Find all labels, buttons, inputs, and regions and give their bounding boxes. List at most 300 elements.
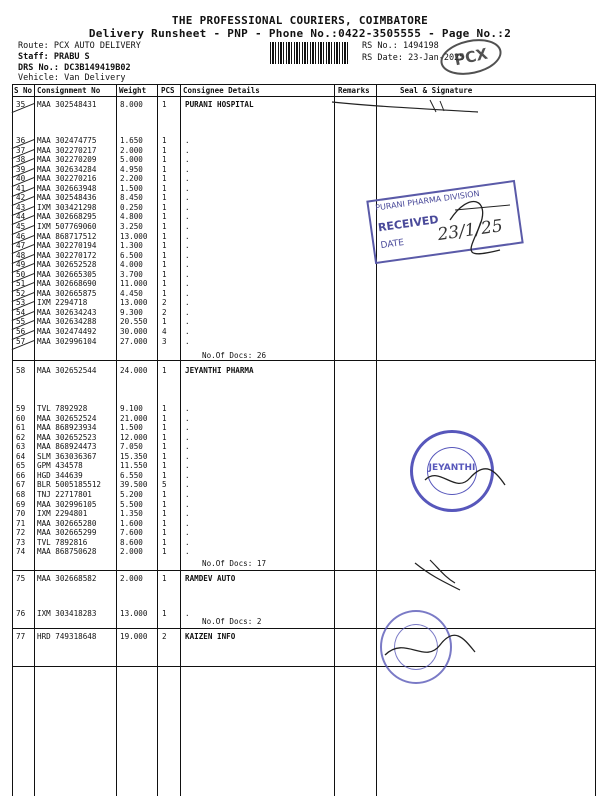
- sno-cell: 74: [16, 547, 26, 557]
- rs-date-value: 23-Jan-2025: [408, 53, 465, 63]
- rs-no-value: 1494198: [402, 41, 439, 51]
- weight-cell: 39.500: [120, 480, 148, 490]
- docs-value: 2: [256, 617, 262, 626]
- pcs-cell: 1: [162, 489, 167, 499]
- barcode: [270, 42, 350, 64]
- sno-cell: 52: [16, 288, 26, 298]
- consignee-cell: .: [185, 327, 190, 336]
- weight-cell: 5.500: [120, 499, 143, 509]
- consignee-cell: .: [185, 336, 190, 346]
- pcs-cell: 1: [162, 202, 167, 212]
- pcs-cell: 1: [162, 221, 167, 231]
- weight-cell: 9.100: [120, 404, 143, 413]
- rs-no-label: RS No.:: [362, 41, 398, 51]
- consignment-cell: MAA 302996105: [37, 499, 97, 509]
- col-header-weight: Weight: [119, 86, 147, 95]
- pcs-cell: 1: [162, 250, 167, 260]
- consignment-cell: MAA 302665299: [37, 528, 97, 538]
- rs-no-line: [362, 41, 439, 51]
- weight-cell: 3.250: [120, 221, 143, 231]
- consignment-cell: IXM 303421298: [37, 202, 97, 212]
- table-top-rule: [12, 84, 596, 85]
- table-row: [12, 519, 596, 528]
- consignee-cell: PURANI HOSPITAL: [185, 100, 254, 109]
- sno-cell: 63: [16, 442, 26, 452]
- sno-cell: 37: [16, 145, 26, 155]
- runsheet-title: THE PROFESSIONAL COURIERS, COIMBATORE: [171, 14, 429, 27]
- weight-cell: 27.000: [120, 336, 148, 346]
- consignment-cell: MAA 302996104: [37, 336, 97, 346]
- sno-cell: 45: [16, 221, 26, 231]
- consignment-cell: MAA 302652524: [37, 413, 97, 423]
- consignee-cell: RAMDEV AUTO: [185, 574, 236, 583]
- docs-value: 26: [256, 351, 267, 360]
- col-header-sno: S No: [14, 86, 33, 95]
- staff-label: Staff:: [18, 52, 49, 62]
- sno-cell: 38: [16, 155, 26, 165]
- table-row: [12, 547, 596, 556]
- group-rule: [12, 628, 596, 629]
- consignee-cell: .: [185, 489, 190, 499]
- pcs-cell: 1: [162, 193, 167, 203]
- group-rule: [12, 360, 596, 361]
- pcs-cell: 1: [162, 442, 167, 452]
- table-row: [12, 404, 596, 413]
- pcs-cell: 1: [162, 470, 167, 480]
- consignment-cell: HRD 749318648: [37, 632, 97, 641]
- consignment-cell: MAA 302665280: [37, 518, 97, 528]
- pcs-cell: 2: [162, 298, 167, 308]
- table-row: [12, 609, 596, 618]
- sno-cell: 75: [16, 574, 26, 583]
- weight-cell: 2.200: [120, 174, 143, 184]
- consignment-cell: MAA 302548431: [37, 100, 97, 109]
- table-row: [12, 165, 596, 174]
- sno-cell: 53: [16, 298, 26, 308]
- sno-cell: 76: [16, 609, 26, 618]
- weight-cell: 4.950: [120, 164, 143, 174]
- consignee-cell: .: [185, 317, 190, 327]
- weight-cell: 1.500: [120, 183, 143, 193]
- consignment-cell: IXM 303418283: [37, 609, 97, 618]
- pcs-cell: 1: [162, 155, 167, 165]
- consignee-cell: .: [185, 404, 190, 413]
- consignment-cell: MAA 302634284: [37, 164, 97, 174]
- pcs-cell: 1: [162, 241, 167, 251]
- consignment-cell: MAA 868923934: [37, 423, 97, 433]
- consignee-cell: .: [185, 499, 190, 509]
- sno-cell: 40: [16, 174, 26, 184]
- sno-cell: 68: [16, 489, 26, 499]
- sno-cell: 39: [16, 164, 26, 174]
- route-line: [18, 41, 141, 51]
- sno-cell: 47: [16, 241, 26, 251]
- weight-cell: 2.000: [120, 574, 143, 583]
- table-row: [12, 423, 596, 432]
- sno-cell: 65: [16, 461, 26, 471]
- consignee-cell: .: [185, 260, 190, 270]
- pcs-cell: 3: [162, 336, 167, 346]
- consignee-cell: .: [185, 279, 190, 289]
- consignee-cell: .: [185, 250, 190, 260]
- weight-cell: 2.000: [120, 145, 143, 155]
- consignment-cell: MAA 302270194: [37, 241, 97, 251]
- consignee-cell: .: [185, 241, 190, 251]
- consignee-cell: .: [185, 470, 190, 480]
- sno-cell: 51: [16, 279, 26, 289]
- col-header-pcs: PCS: [161, 86, 175, 95]
- consignment-cell: MAA 302270172: [37, 250, 97, 260]
- sno-cell: 72: [16, 528, 26, 538]
- docs-value: 17: [256, 559, 267, 568]
- consignee-cell: .: [185, 212, 190, 222]
- sno-cell: 67: [16, 480, 26, 490]
- pcs-cell: 1: [162, 547, 167, 557]
- pcs-cell: 1: [162, 537, 167, 547]
- consignee-cell: .: [185, 423, 190, 433]
- vehicle-value: Van Delivery: [64, 73, 126, 83]
- consignment-cell: IXM 2294718: [37, 298, 88, 308]
- docs-count: [202, 617, 261, 626]
- weight-cell: 5.000: [120, 155, 143, 165]
- weight-cell: 8.000: [120, 100, 143, 109]
- pcs-cell: 1: [162, 145, 167, 155]
- table-row: [12, 366, 596, 375]
- table-row: [12, 337, 596, 346]
- pcs-cell: 1: [162, 136, 167, 145]
- weight-cell: 6.550: [120, 470, 143, 480]
- weight-cell: 5.200: [120, 489, 143, 499]
- weight-cell: 21.000: [120, 413, 148, 423]
- sno-cell: 56: [16, 327, 26, 336]
- sno-cell: 41: [16, 183, 26, 193]
- consignee-cell: .: [185, 193, 190, 203]
- table-row: [12, 155, 596, 164]
- sno-cell: 54: [16, 307, 26, 317]
- sno-cell: 57: [16, 336, 26, 346]
- group-rule: [12, 570, 596, 571]
- consignee-cell: .: [185, 537, 190, 547]
- consignment-cell: MAA 302474492: [37, 327, 97, 336]
- pcs-cell: 1: [162, 317, 167, 327]
- consignee-cell: .: [185, 155, 190, 165]
- table-row: [12, 414, 596, 423]
- sno-cell: 55: [16, 317, 26, 327]
- sno-cell: 71: [16, 518, 26, 528]
- consignment-cell: MAA 302652528: [37, 260, 97, 270]
- pcs-cell: 1: [162, 609, 167, 618]
- sno-cell: 46: [16, 231, 26, 241]
- docs-count: [202, 351, 266, 360]
- table-row: [12, 490, 596, 499]
- table-row: [12, 251, 596, 260]
- consignment-cell: TNJ 22717801: [37, 489, 92, 499]
- table-row: [12, 308, 596, 317]
- consignee-cell: .: [185, 547, 190, 557]
- weight-cell: 1.300: [120, 241, 143, 251]
- consignment-cell: MAA 302474775: [37, 136, 97, 145]
- weight-cell: 30.000: [120, 327, 148, 336]
- pcs-cell: 5: [162, 480, 167, 490]
- consignment-cell: MAA 302634288: [37, 317, 97, 327]
- weight-cell: 15.350: [120, 451, 148, 461]
- weight-cell: 4.450: [120, 288, 143, 298]
- vehicle-label: Vehicle:: [18, 73, 59, 83]
- consignment-cell: MAA 302668295: [37, 212, 97, 222]
- consignee-cell: .: [185, 298, 190, 308]
- sno-cell: 64: [16, 451, 26, 461]
- pcs-cell: 1: [162, 509, 167, 519]
- consignee-cell: .: [185, 413, 190, 423]
- col-header-seal: Seal & Signature: [400, 86, 473, 95]
- weight-cell: 3.700: [120, 269, 143, 279]
- consignee-cell: .: [185, 609, 190, 618]
- table-row: [12, 500, 596, 509]
- consignment-cell: MAA 302652523: [37, 432, 97, 442]
- consignment-cell: TVL 7892816: [37, 537, 88, 547]
- consignee-cell: .: [185, 202, 190, 212]
- consignee-cell: .: [185, 174, 190, 184]
- docs-label: No.Of Docs:: [202, 559, 253, 568]
- sno-cell: 48: [16, 250, 26, 260]
- weight-cell: 1.650: [120, 136, 143, 145]
- staff-line: [18, 52, 90, 62]
- sno-cell: 62: [16, 432, 26, 442]
- weight-cell: 8.600: [120, 537, 143, 547]
- col-header-details: Consignee Details: [183, 86, 260, 95]
- kaizen-seal: [380, 610, 452, 684]
- pcs-cell: 1: [162, 404, 167, 413]
- group-rule: [12, 666, 596, 667]
- weight-cell: 1.500: [120, 423, 143, 433]
- pcs-cell: 2: [162, 632, 167, 641]
- col-header-consignment: Consignment No: [37, 86, 101, 95]
- consignment-cell: MAA 868924473: [37, 442, 97, 452]
- docs-label: No.Of Docs:: [202, 351, 253, 360]
- pcs-cell: 1: [162, 423, 167, 433]
- consignee-cell: .: [185, 461, 190, 471]
- table-row: [12, 574, 596, 583]
- consignment-cell: MAA 302668582: [37, 574, 97, 583]
- consignee-cell: .: [185, 480, 190, 490]
- sno-cell: 35: [16, 100, 26, 109]
- table-row: [12, 471, 596, 480]
- table-row: [12, 298, 596, 307]
- consignment-cell: MAA 302270217: [37, 145, 97, 155]
- consignee-cell: .: [185, 145, 190, 155]
- consignment-cell: MAA 302270216: [37, 174, 97, 184]
- weight-cell: 0.250: [120, 202, 143, 212]
- weight-cell: 19.000: [120, 632, 148, 641]
- pcx-stamp: PCX: [437, 34, 505, 80]
- table-row: [12, 433, 596, 442]
- consignee-cell: .: [185, 518, 190, 528]
- consignee-cell: .: [185, 432, 190, 442]
- pcs-cell: 1: [162, 231, 167, 241]
- consignment-cell: MAA 302548436: [37, 193, 97, 203]
- consignment-cell: MAA 302663948: [37, 183, 97, 193]
- staff-value: PRABU S: [53, 52, 90, 62]
- consignment-cell: GPM 434578: [37, 461, 83, 471]
- sno-cell: 50: [16, 269, 26, 279]
- weight-cell: 1.600: [120, 518, 143, 528]
- pcs-cell: 1: [162, 574, 167, 583]
- table-row: [12, 632, 596, 641]
- pcs-cell: 4: [162, 327, 167, 336]
- consignment-cell: MAA 868717512: [37, 231, 97, 241]
- consignee-cell: .: [185, 136, 190, 145]
- runsheet-subtitle: Delivery Runsheet - PNP - Phone No.:0422-3505555 - Page No.:2: [88, 27, 512, 40]
- route-label: Route:: [18, 41, 49, 51]
- received-stamp-company: PURANI PHARMA DIVISION: [374, 188, 481, 213]
- table-row: [12, 317, 596, 326]
- consignee-cell: .: [185, 183, 190, 193]
- consignee-cell: JEYANTHI PHARMA: [185, 366, 254, 375]
- pcs-cell: 1: [162, 164, 167, 174]
- sno-cell: 61: [16, 423, 26, 433]
- docs-label: No.Of Docs:: [202, 617, 253, 626]
- drs-line: [18, 63, 131, 73]
- pcs-cell: 1: [162, 212, 167, 222]
- header-bottom-rule: [12, 96, 596, 97]
- drs-label: DRS No.:: [18, 63, 59, 73]
- weight-cell: 4.000: [120, 260, 143, 270]
- drs-value: DC3B149419B02: [64, 63, 131, 73]
- consignee-cell: .: [185, 288, 190, 298]
- pcs-cell: 1: [162, 461, 167, 471]
- consignee-cell: .: [185, 221, 190, 231]
- table-row: [12, 100, 596, 109]
- consignment-cell: IXM 2294801: [37, 509, 88, 519]
- consignment-cell: TVL 7892928: [37, 404, 88, 413]
- weight-cell: 8.450: [120, 193, 143, 203]
- pcs-cell: 1: [162, 366, 167, 375]
- received-stamp-date-label: DATE: [380, 237, 405, 252]
- consignee-cell: KAIZEN INFO: [185, 632, 236, 641]
- weight-cell: 7.600: [120, 528, 143, 538]
- consignment-cell: SLM 363036367: [37, 451, 97, 461]
- table-row: [12, 442, 596, 451]
- pcs-cell: 1: [162, 288, 167, 298]
- sno-cell: 44: [16, 212, 26, 222]
- sno-cell: 70: [16, 509, 26, 519]
- sno-cell: 49: [16, 260, 26, 270]
- seal-inner-ring: [394, 624, 438, 670]
- pcs-cell: 1: [162, 269, 167, 279]
- sno-cell: 42: [16, 193, 26, 203]
- weight-cell: 4.800: [120, 212, 143, 222]
- weight-cell: 13.000: [120, 609, 148, 618]
- weight-cell: 11.550: [120, 461, 148, 471]
- consignment-cell: MAA 302668690: [37, 279, 97, 289]
- weight-cell: 20.550: [120, 317, 148, 327]
- pcs-cell: 1: [162, 279, 167, 289]
- pcs-cell: 1: [162, 499, 167, 509]
- pcs-cell: 1: [162, 174, 167, 184]
- table-row: [12, 289, 596, 298]
- table-row: [12, 146, 596, 155]
- sno-cell: 77: [16, 632, 26, 641]
- consignee-cell: .: [185, 231, 190, 241]
- sno-cell: 36: [16, 136, 26, 145]
- consignment-cell: IXM 507769060: [37, 221, 97, 231]
- table-row: [12, 509, 596, 518]
- sno-cell: 58: [16, 366, 26, 375]
- consignee-cell: .: [185, 164, 190, 174]
- weight-cell: 24.000: [120, 366, 148, 375]
- pcs-cell: 1: [162, 413, 167, 423]
- pcs-cell: 1: [162, 100, 167, 109]
- docs-count: [202, 559, 266, 568]
- weight-cell: 1.350: [120, 509, 143, 519]
- table-row: [12, 480, 596, 489]
- consignment-cell: MAA 302665875: [37, 288, 97, 298]
- consignment-cell: BLR 5005185512: [37, 480, 102, 490]
- table-row: [12, 279, 596, 288]
- consignment-cell: MAA 302652544: [37, 366, 97, 375]
- consignee-cell: .: [185, 269, 190, 279]
- sno-cell: 66: [16, 470, 26, 480]
- weight-cell: 13.000: [120, 231, 148, 241]
- rs-date-label: RS Date:: [362, 53, 403, 63]
- sno-cell: 69: [16, 499, 26, 509]
- col-header-remarks: Remarks: [338, 86, 370, 95]
- pcs-cell: 1: [162, 183, 167, 193]
- weight-cell: 11.000: [120, 279, 148, 289]
- consignment-cell: MAA 302634243: [37, 307, 97, 317]
- pcs-cell: 2: [162, 307, 167, 317]
- sno-cell: 43: [16, 202, 26, 212]
- pcs-cell: 1: [162, 260, 167, 270]
- table-row: [12, 270, 596, 279]
- sno-cell: 60: [16, 413, 26, 423]
- consignment-cell: MAA 868750628: [37, 547, 97, 557]
- weight-cell: 13.000: [120, 298, 148, 308]
- weight-cell: 6.500: [120, 250, 143, 260]
- table-row: [12, 327, 596, 336]
- received-stamp-date: 23/1/25: [436, 216, 505, 246]
- jeyanthi-seal: [410, 430, 494, 512]
- consignment-cell: MAA 302270209: [37, 155, 97, 165]
- table-row: [12, 461, 596, 470]
- consignment-cell: HGD 344639: [37, 470, 83, 480]
- consignee-cell: .: [185, 307, 190, 317]
- consignment-cell: MAA 302665305: [37, 269, 97, 279]
- pcs-cell: 1: [162, 432, 167, 442]
- table-row: [12, 260, 596, 269]
- consignee-cell: .: [185, 442, 190, 452]
- weight-cell: 2.000: [120, 547, 143, 557]
- table-row: [12, 538, 596, 547]
- table-row: [12, 528, 596, 537]
- consignee-cell: .: [185, 451, 190, 461]
- sno-cell: 59: [16, 404, 26, 413]
- pcs-cell: 1: [162, 518, 167, 528]
- weight-cell: 12.000: [120, 432, 148, 442]
- seal-text: JEYANTHI: [428, 463, 476, 473]
- pcs-cell: 1: [162, 451, 167, 461]
- table-row: [12, 136, 596, 145]
- consignee-cell: .: [185, 528, 190, 538]
- table-row: [12, 452, 596, 461]
- consignee-cell: .: [185, 509, 190, 519]
- route-value: PCX AUTO DELIVERY: [53, 41, 141, 51]
- pcs-cell: 1: [162, 528, 167, 538]
- weight-cell: 9.300: [120, 307, 143, 317]
- received-stamp-word: RECEIVED: [377, 212, 440, 235]
- vehicle-line: [18, 73, 126, 83]
- weight-cell: 7.050: [120, 442, 143, 452]
